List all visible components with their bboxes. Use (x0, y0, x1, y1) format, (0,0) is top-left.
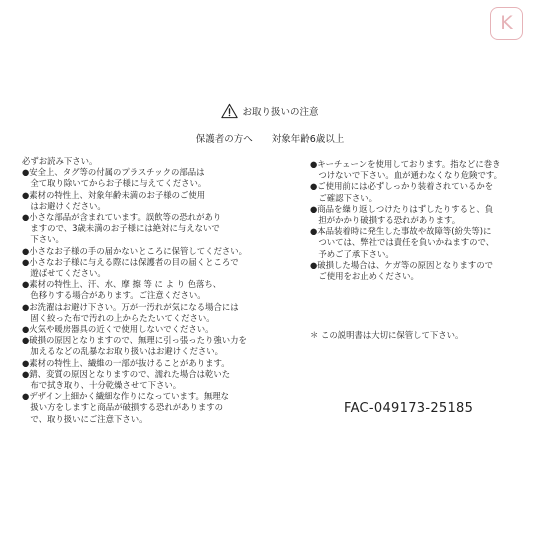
page-title: お取り扱いの注意 (242, 107, 319, 118)
brand-logo-letter: K (500, 12, 513, 34)
left-column-line: 下さい。 (22, 234, 64, 245)
brand-logo-icon (490, 7, 523, 40)
left-column-line: で、取り扱いにご注意下さい。 (22, 413, 148, 424)
left-column-line: ●素材の特性上、対象年齢未満のお子様のご使用 (22, 189, 206, 200)
left-column-line: 必ずお読み下さい。 (22, 156, 98, 166)
left-column-line: ●デザイン上細かく繊細な作りになっています。無理な (22, 391, 230, 402)
right-column-line: ●本品装着時に発生した事故や故障等(紛失等)に (310, 226, 492, 237)
warning-triangle-icon (221, 103, 238, 119)
heading (0, 103, 540, 119)
left-column-line: 固く絞った布で汚れの上からたたいてください。 (22, 312, 215, 323)
right-column-line: 担がかかり破損する恐れがあります。 (310, 215, 461, 226)
left-column-line: ●お洗濯はお避け下さい。万が一汚れが気になる場合には (22, 301, 239, 312)
left-column-line: ●安全上、タグ等の付属のプラスチックの部品は (22, 167, 205, 178)
left-column-line: ●破損の原因となりますので、無理に引っ張ったり強い力を (22, 335, 247, 346)
product-code: FAC-049173-25185 (344, 401, 474, 416)
left-column-line: はお避けください。 (22, 200, 106, 211)
right-column-line: ●ご使用前には必ずしっかり装着されているかを (310, 181, 494, 192)
left-column-line: 色移りする場合があります。ご注意ください。 (22, 290, 206, 301)
right-column-line: つけないで下さい。血が通わなくなり危険です。 (310, 170, 502, 181)
left-column-line: 遊ばせてください。 (22, 268, 106, 279)
left-column-line: ●素材の特性上、汗、水、摩 擦 等 に よ り 色落ち、 (22, 279, 222, 290)
left-column-line: 布で拭き取り、十分乾燥させて下さい。 (22, 380, 182, 391)
left-column-line: ●小さなお子様の手の届かないところに保管してください。 (22, 245, 248, 256)
right-column-line: ●キーチェーンを使用しております。指などに巻き (310, 159, 501, 169)
left-column-line: ●小さなお子様に与える際には保護者の目の届くところで (22, 256, 239, 267)
right-column-line: ご使用をお止めください。 (310, 271, 419, 282)
left-column-line: 扱い方をしますと商品が破損する恐れがありますの (22, 402, 223, 413)
right-column-line: ●破損した場合は、ケガ等の原因となりますので (310, 259, 494, 270)
right-column-line: ご確認下さい。 (310, 192, 377, 203)
left-column-warnings (22, 156, 272, 425)
left-column-line: ●火気や暖房器具の近くで使用しないでください。 (22, 324, 214, 335)
right-column-line: 予めご了承下さい。 (310, 248, 394, 259)
left-column-line: ●錆、変質の原因となりますので、濡れた場合は乾いた (22, 368, 231, 379)
left-column-line: ますので、3歳未満のお子様には絶対に与えないで (22, 223, 220, 234)
right-column-warnings (310, 159, 530, 282)
right-column-line: ●商品を繰り返しつけたりはずしたりすると、負 (310, 203, 494, 214)
left-column-line: 全て取り除いてからお子様に与えてください。 (22, 178, 207, 189)
page-subtitle: 保護者の方へ 対象年齢6歳以上 (195, 134, 345, 145)
right-column-line: ついては、弊社では責任を負いかねますので、 (310, 237, 495, 248)
left-column-line: 加えるなどの乱暴なお取り扱いはお避けください。 (22, 346, 223, 357)
left-column-line: ●小さな部品が含まれています。誤飲等の恐れがあり (22, 212, 222, 223)
storage-note: ＊ この説明書は大切に保管して下さい。 (310, 330, 464, 340)
left-column-line: ●素材の特性上、繊維の一部が抜けることがあります。 (22, 357, 230, 368)
